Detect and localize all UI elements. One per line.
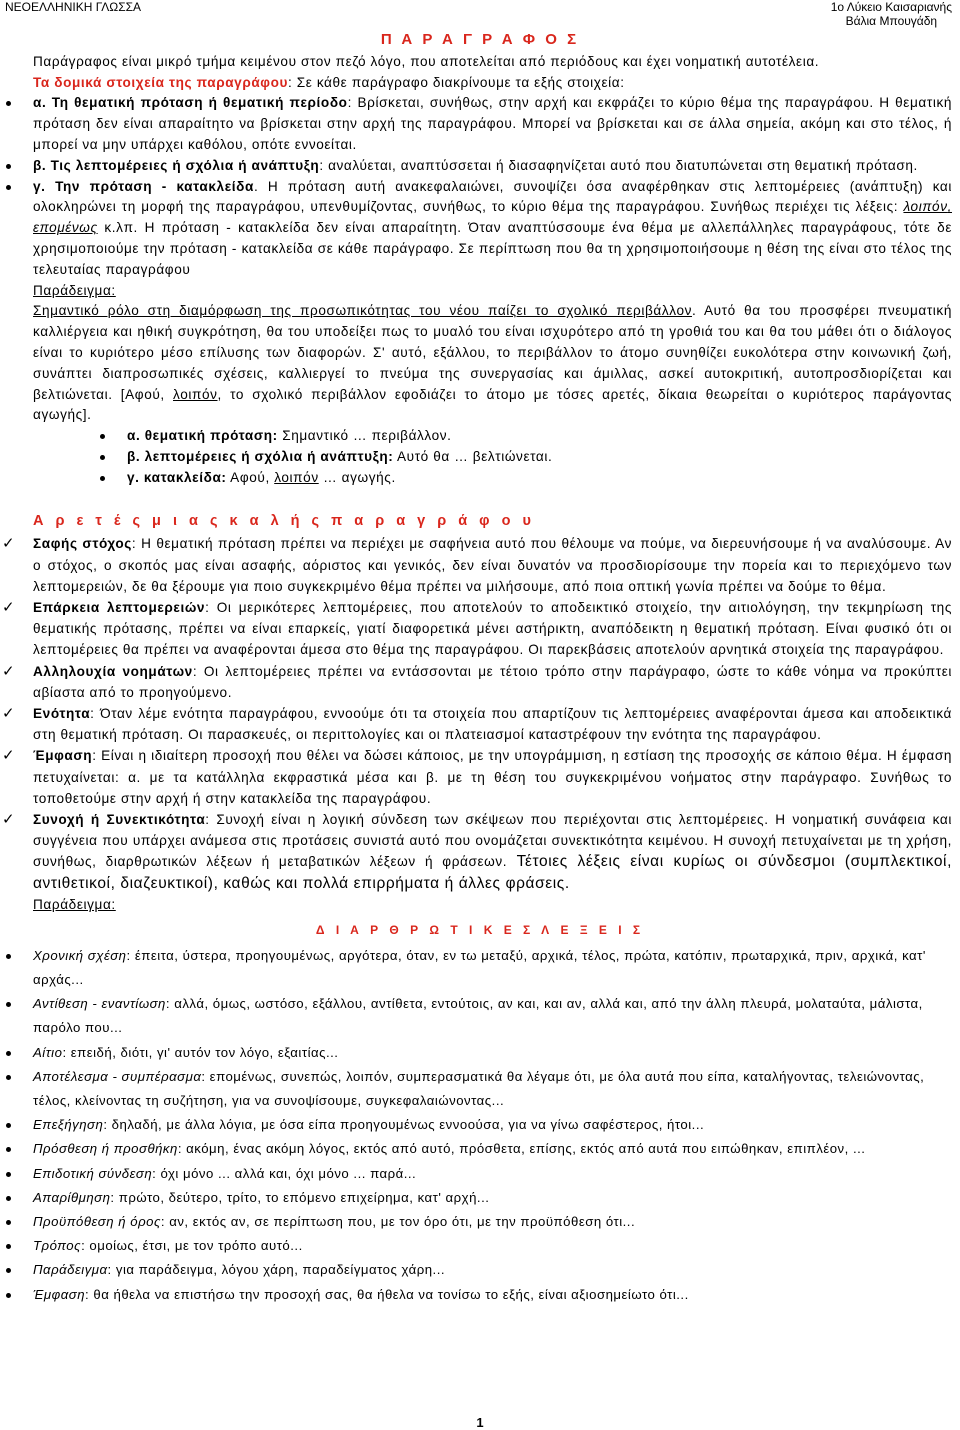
item-b-text: : αναλύεται, αναπτύσσεται ή διασαφηνίζεται αυτό που διατυπώνεται στη θεματική πρόταση. bbox=[319, 157, 918, 173]
structure-text: : Σε κάθε παράγραφο διακρίνουμε τα εξής στοιχεία: bbox=[288, 74, 625, 90]
connective-text: : επειδή, διότι, γι' αυτόν τον λόγο, εξαιτίας... bbox=[62, 1044, 339, 1060]
item-c-word-2: επομένως bbox=[33, 220, 98, 236]
header-author: Βάλια Μπουγάδη bbox=[845, 14, 938, 28]
summary-label: α. θεματική πρόταση: bbox=[127, 428, 278, 444]
connective-item bbox=[0, 1162, 960, 1186]
virtue-label: Έμφαση bbox=[33, 748, 93, 764]
summary-text-pre: Αφού, bbox=[226, 469, 275, 485]
virtue-text: : Οι μερικότερες λεπτομέρειες, που αποτελούν το αποδεικτικό στοιχείο, την αιτιολόγηση, την τεκμηρίωση της θεματικής πρότασης, πρέπει να είναι επαρκείς, γιατί διαφορετικά μένει αστήρικτη, αναπόδεικτη η θεματική πρόταση. Είναι φυσικό ότι οι λεπτομέρειες θα πρέπει να αναφέρονται άμεσα στο θέμα της παραγράφου. Οι παρεκβάσεις αποτελούν αρνητικά στοιχεία της παραγράφου. bbox=[33, 599, 952, 658]
header-school-name: 1ο Λύκειο Καισαριανής bbox=[830, 0, 952, 14]
item-a-label: α. Τη θεματική πρόταση ή θεματική περίοδο bbox=[33, 95, 348, 111]
connective-label: Επιδοτική σύνδεση bbox=[33, 1165, 153, 1181]
example-topic-sentence: Σημαντικό ρόλο στη διαμόρφωση της προσωπικότητας του νέου παίζει το σχολικό περιβάλλον bbox=[33, 303, 693, 319]
connective-item bbox=[0, 1137, 960, 1161]
connective-label: Χρονική σχέση bbox=[33, 947, 127, 963]
connective-item bbox=[0, 944, 960, 992]
example-text-2: , το σχολικό περιβάλλον εφοδιάζει το άτομο με τόσες αρετές, δίκαια θεωρείται ο κυριότερος παράγοντας αγωγής]. bbox=[33, 386, 952, 423]
connective-label: Επεξήγηση bbox=[33, 1117, 104, 1133]
connective-item bbox=[0, 1210, 960, 1234]
virtues-list bbox=[0, 533, 960, 915]
example-label: Παράδειγμα: bbox=[33, 282, 116, 298]
connective-text: : ομοίως, έτσι, με τον τρόπο αυτό... bbox=[81, 1238, 303, 1254]
item-b-label: β. Τις λεπτομέρειες ή σχόλια ή ανάπτυξη bbox=[33, 157, 320, 173]
summary-item bbox=[33, 468, 952, 489]
check-icon: ✓ bbox=[2, 809, 16, 828]
connective-text: : όχι μόνο ... αλλά και, όχι μόνο ... παρά... bbox=[152, 1165, 417, 1181]
connective-item bbox=[0, 1041, 960, 1065]
item-c-label: γ. Την πρόταση - κατακλείδα bbox=[33, 178, 254, 194]
connective-label: Απαρίθμηση bbox=[33, 1189, 111, 1205]
virtue-text: : Συνοχή είναι η λογική σύνδεση των σκέψεων που περιέχονται στις λεπτομέρειες. Η νοηματική συνάφεια και συγγένεια που υπάρχει ανάμεσα στις προτάσεις συνιστά αυτό που ονομάζεται συνεκτικότητα κειμένου. Η συνοχή πετυχαίνεται με τη χρήση, συνήθως, διαρθρωτικών λέξεων ή μεταβατικών λέξεων ή φράσεων. bbox=[33, 811, 952, 870]
header-subject: ΝΕΟΕΛΛΗΝΙΚΗ ΓΛΩΣΣΑ bbox=[5, 0, 142, 14]
virtue-label: Σαφής στόχος bbox=[33, 536, 132, 552]
intro-paragraph: Παράγραφος είναι μικρό τμήμα κειμένου στον πεζό λόγο, που αποτελείται από περιόδους και έχει νοηματική αυτοτέλεια. bbox=[33, 53, 820, 69]
structure-heading: Τα δομικά στοιχεία της παραγράφου bbox=[33, 74, 289, 90]
connective-label: Προϋπόθεση ή όρος bbox=[33, 1214, 161, 1230]
virtue-text: : Η θεματική πρόταση πρέπει να περιέχει με σαφήνεια αυτό που θέλουμε να πούμε, να διερευνήσουμε ή να αναλύσουμε. Αν ο στόχος, ο σκοπός μας είναι ασαφής, αόριστος και γενικός, δεν είναι δυνατόν να προσδιορίσουμε την πορεία και το περιεχόμενο των λεπτομερειών, δε θα ξέρουμε για ποιο συγκεκριμένο θέμα πρέπει να μιλήσουμε, από ποια οπτική γωνία πρέπει να δούμε το θέμα. bbox=[33, 536, 952, 594]
virtue-label: Αλληλουχία νοημάτων bbox=[33, 663, 193, 679]
summary-text: Αυτό θα … βελτιώνεται. bbox=[393, 448, 553, 464]
summary-label: γ. κατακλείδα: bbox=[127, 469, 227, 485]
example-word: λοιπόν bbox=[173, 386, 218, 402]
connectives-heading: Δ Ι Α Ρ Θ Ρ Ω Τ Ι Κ Ε Σ Λ Ε Ξ Ε Ι Σ bbox=[315, 922, 645, 937]
virtue-item bbox=[0, 533, 960, 597]
check-icon: ✓ bbox=[2, 661, 16, 680]
connective-text: : δηλαδή, με άλλα λόγια, με όσα είπα προηγουμένως εννοούσα, για να γίνω σαφέστερος, ήτοι... bbox=[103, 1117, 705, 1133]
item-c-comma: , bbox=[947, 199, 952, 215]
connective-text: : πρώτο, δεύτερο, τρίτο, το επόμενο επιχείρημα, κατ' αρχή... bbox=[110, 1189, 490, 1205]
document-body bbox=[0, 30, 960, 1307]
connectives-list bbox=[0, 944, 960, 1307]
header-school bbox=[831, 0, 952, 28]
connective-label: Αίτιο bbox=[33, 1044, 63, 1060]
check-icon: ✓ bbox=[2, 703, 16, 722]
connective-text: : για παράδειγμα, λόγου χάρη, παραδείγματος χάρη... bbox=[107, 1262, 446, 1278]
summary-text: Σημαντικό … περιβάλλον. bbox=[277, 428, 452, 444]
structure-paragraph bbox=[33, 73, 952, 94]
connective-text: : θα ήθελα να επιστήσω την προσοχή σας, θα ήθελα να τονίσω το εξής, είναι αξιοσημείωτο ότι... bbox=[85, 1286, 689, 1302]
virtue-item bbox=[0, 661, 960, 703]
connective-item bbox=[0, 1283, 960, 1307]
connective-item bbox=[0, 1113, 960, 1137]
virtue-text: : Όταν λέμε ενότητα παραγράφου, εννοούμε ότι τα στοιχεία που απαρτίζουν τις λεπτομέρειες αναφέρονται άμεσα και αποδεικτικά στη θεματική πρόταση. Οι παρασκευές, οι περιττολογίες και οι πλατειασμοί καταστρέφουν την ενότητα της παραγράφου. bbox=[33, 705, 952, 743]
virtue-item bbox=[0, 745, 960, 809]
connective-item bbox=[0, 1186, 960, 1210]
structure-item-b bbox=[0, 156, 960, 177]
virtues-heading: Α ρ ε τ έ ς μ ι α ς κ α λ ή ς π α ρ α γ ρ ά φ ο υ bbox=[33, 512, 535, 529]
connective-label: Πρόσθεση ή προσθήκη bbox=[33, 1141, 178, 1157]
connective-text: : αν, εκτός αν, σε περίπτωση που, με τον όρο ότι, με την προϋπόθεση ότι... bbox=[160, 1214, 636, 1230]
virtue-item bbox=[0, 703, 960, 745]
example-summary-list bbox=[33, 426, 952, 488]
virtue-text: : Οι λεπτομέρειες πρέπει να εντάσσονται με τέτοιο τρόπο στην παράγραφο, ώστε το κάθε νόημα να προκύπτει αβίαστα από το προηγούμενο. bbox=[33, 663, 952, 700]
page-title: Π Α Ρ Α Γ Ρ Α Φ Ο Σ bbox=[380, 31, 580, 48]
virtue-example-label: Παράδειγμα: bbox=[33, 896, 116, 912]
connective-label: Αποτέλεσμα - συμπέρασμα bbox=[33, 1068, 202, 1084]
summary-item bbox=[33, 426, 952, 447]
structure-list bbox=[0, 93, 960, 488]
summary-label: β. λεπτομέρειες ή σχόλια ή ανάπτυξη: bbox=[127, 448, 394, 464]
virtue-label: Ενότητα bbox=[33, 705, 91, 721]
virtue-text: : Είναι η ιδιαίτερη προσοχή που θέλει να δώσει κάποιος, με την υπογράμμιση, η εστίαση της προσοχής σε κάποιο θέμα. Η έμφαση πετυχαίνεται: α. με τα κατάλληλα εκφραστικά μέσα και β. με τη θέση του συγκεκριμένου νοήματος στην παράγραφο. Συνήθως το τοποθετούμε στην αρχή ή στην κατακλείδα της παραγράφου. bbox=[33, 748, 952, 806]
connective-item bbox=[0, 1258, 960, 1282]
structure-item-a bbox=[0, 93, 960, 155]
virtue-text-large: Τέτοιες λέξεις είναι κυρίως οι σύνδεσμοι (συμπλεκτικοί, αντιθετικοί, διαζευκτικοί), καθώς και πολλά επιρρήματα ή άλλες φράσεις. bbox=[33, 853, 952, 892]
summary-item bbox=[33, 447, 952, 468]
summary-text: … αγωγής. bbox=[318, 469, 396, 485]
virtue-item bbox=[0, 597, 960, 661]
item-c-text: . Η πρόταση αυτή ανακεφαλαιώνει, συνοψίζει όσα αναφέρθηκαν στις λεπτομέρειες (ανάπτυξη) και ολοκληρώνει τη μορφή της παραγράφου, υπενθυμίζοντας, συνήθως, το κύριο θέμα της παραγράφου. Συνήθως περιέχει τις λέξεις: bbox=[33, 178, 952, 215]
item-a-text: : Βρίσκεται, συνήθως, στην αρχή και εκφράζει το κύριο θέμα της παραγράφου. Η θεματική πρόταση δεν είναι απαραίτητο να βρίσκεται στην αρχή της παραγράφου. Μπορεί να βρίσκεται και σε άλλα σημεία, ακόμη και στο τέλος, ή μπορεί να μην υπάρχει καθόλου, οπότε εννοείται. bbox=[33, 95, 953, 152]
item-c-word-1: λοιπόν bbox=[903, 199, 948, 215]
connective-label: Έμφαση bbox=[33, 1286, 86, 1302]
connective-text: : αλλά, όμως, ωστόσο, εξάλλου, αντίθετα, εντούτοις, αν και, και αν, αλλά και, από την άλλη πλευρά, μολαταύτα, μάλιστα, παρόλο που... bbox=[33, 996, 923, 1036]
virtue-label: Συνοχή ή Συνεκτικότητα bbox=[33, 811, 206, 827]
check-icon: ✓ bbox=[2, 597, 16, 616]
connective-label: Παράδειγμα bbox=[33, 1262, 108, 1278]
connective-label: Τρόπος bbox=[33, 1238, 82, 1254]
structure-item-c bbox=[0, 177, 960, 489]
virtue-item bbox=[0, 809, 960, 915]
connective-text: : επομένως, συνεπώς, λοιπόν, συμπερασματικά θα λέγαμε ότι, με όλα αυτά που είπα, καταλήγοντας, τελειώνοντας, τέλος, κλείνοντας τη συζήτηση, για να συνοψίσουμε, συγκεφαλαιώνοντας... bbox=[33, 1068, 925, 1108]
example-text: . Αυτό θα του προσφέρει πνευματική καλλιέργεια και ηθική συγκρότηση, θα του υποδείξει πως το μυαλό του είναι ισχυρότερο από τη γροθιά του και θα του μάθει ότι ο διάλογος είναι το κυριότερο μέσο επίλυσης των διαφορών. Σ' αυτό, εξάλλου, το περιβάλλον το άτομο συνηθίζει ευκολότερα στην κοινωνική ζωή, συνάπτει διαπροσωπικές σχέσεις, καλλιεργεί το πνεύμα της συνεργασίας και άμιλλας, ασκεί αυτοκριτική, αυτοπροσδιορίζεται και βελτιώνεται. [Αφού, bbox=[33, 303, 952, 402]
page-number: 1 bbox=[476, 1415, 484, 1430]
connective-item bbox=[0, 1234, 960, 1258]
virtue-label: Επάρκεια λεπτομερειών bbox=[33, 599, 206, 615]
connective-item bbox=[0, 992, 960, 1040]
connective-text: : ακόμη, ένας ακόμη λόγος, εκτός από αυτό, πρόσθετα, επίσης, εκτός από αυτά που ειπώθηκαν, επιπλέον, ... bbox=[177, 1141, 866, 1157]
connective-item bbox=[0, 1065, 960, 1113]
summary-word: λοιπόν bbox=[274, 469, 319, 485]
item-c-text-2: κ.λπ. Η πρόταση - κατακλείδα δεν είναι απαραίτητη. Όταν αναπτύσσουμε ένα θέμα με αλλεπάλληλες παραγράφους, τότε δε χρησιμοποιούμε την πρόταση - κατακλείδα σε κάθε παράγραφο. Σε περίπτωση που θα τη χρησιμοποιήσουμε η θέση της είναι στο τέλος της τελευταίας παραγράφου bbox=[33, 220, 952, 277]
connective-label: Αντίθεση - εναντίωση bbox=[33, 996, 166, 1012]
check-icon: ✓ bbox=[2, 534, 16, 553]
connective-text: : έπειτα, ύστερα, προηγουμένως, αργότερα, όταν, εν τω μεταξύ, αρχικά, τέλος, πρώτα, κατόπιν, πρωταρχικά, πριν, αρχικά, κατ' αρχάς... bbox=[33, 947, 926, 987]
check-icon: ✓ bbox=[2, 746, 16, 765]
